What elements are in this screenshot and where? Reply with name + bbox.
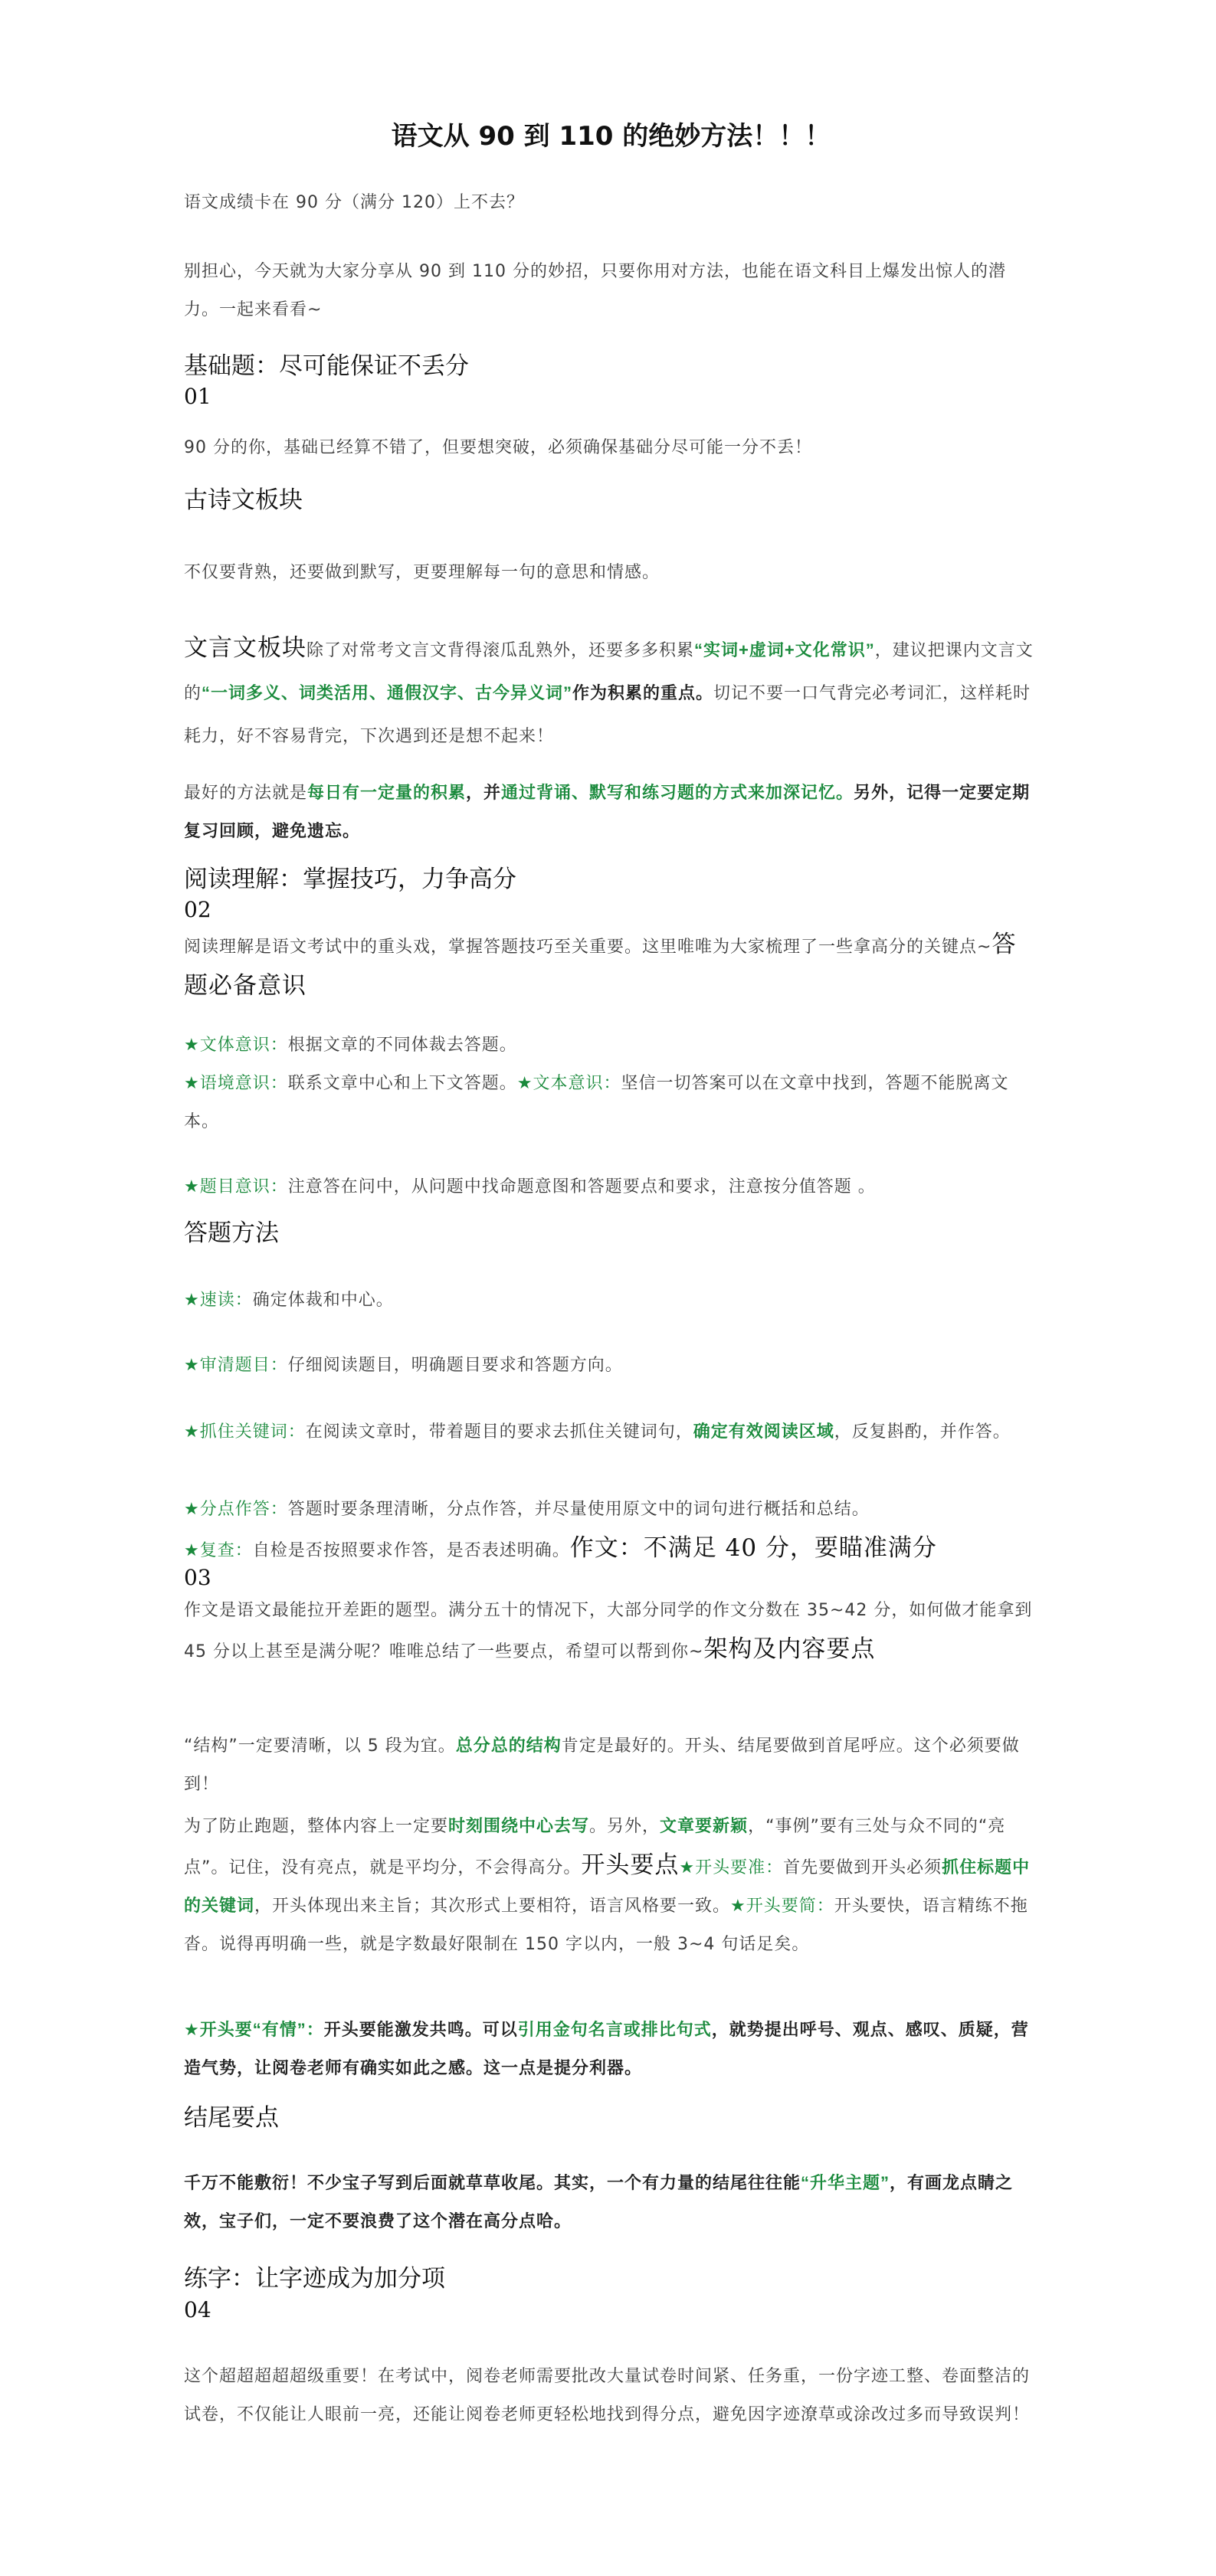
subheading-opening: 开头要点 — [581, 1851, 680, 1879]
highlight-focus-points: “一词多义、词类活用、通假汉字、古今异义词” — [202, 683, 573, 702]
content-paragraph: 为了防止跑题，整体内容上一定要时刻围绕中心去写。另外，文章要新颖，“事例”要有三处与众不同的“亮点”。记住，没有亮点，就是平均分，不会得高分。开头要点★开头要准：首先要做到开头必须抓住标题中的关键词，开头体现出来主旨；其次形式上要相符，语言风格要一致。★开头要简：开头要快，语言精练不拖沓。说得再明确一些，就是字数最好限制在 150 字以内，一般 3~4 句话足矣。 — [184, 1817, 1031, 1954]
section-4-text: 这个超超超超超级重要！在考试中，阅卷老师需要批改大量试卷时间紧、任务重，一份字迹工整、卷面整洁的试卷，不仅能让人眼前一亮，还能让阅卷老师更轻松地找到得分点，避免因字迹潦草或涂改过多而导致误判！ — [184, 2367, 1031, 2424]
subheading-structure: 架构及内容要点 — [703, 1635, 876, 1663]
highlight-daily: 每日有一定量的积累 — [307, 783, 467, 802]
section-2-heading: 阅读理解：掌握技巧，力争高分 — [184, 866, 516, 893]
structure-paragraph: “结构”一定要清晰，以 5 段为宜。总分总的结构肯定是最好的。开头、结尾要做到首尾呼应。这个必须要做到！ — [184, 1736, 1020, 1794]
subheading-ending: 结尾要点 — [184, 2104, 279, 2132]
section-1-intro: 90 分的你，基础已经算不错了，但要想突破，必须确保基础分尽可能一分不丢！ — [184, 438, 812, 457]
page-title: 语文从 90 到 110 的绝妙方法！！！ — [391, 121, 831, 152]
section-4-number: 04 — [184, 2297, 211, 2322]
best-method-paragraph: 最好的方法就是每日有一定量的积累，并通过背诵、默写和练习题的方式来加深记忆。另外，记得一定要定期复习回顾，避免遗忘。 — [184, 783, 1031, 840]
section-1-number: 01 — [184, 384, 211, 409]
awareness-genre: ★文体意识：根据文章的不同体裁去答题。 — [184, 1036, 517, 1055]
poetry-heading: 古诗文板块 — [184, 486, 303, 514]
section-2-number: 02 — [184, 897, 211, 922]
method-skim: ★速读：确定体裁和中心。 — [184, 1291, 394, 1310]
section-1-heading: 基础题：尽可能保证不丢分 — [184, 352, 469, 380]
intro-paragraph: 别担心，今天就为大家分享从 90 到 110 分的妙招，只要你用对方法，也能在语文科目上爆发出惊人的潜力。一起来看看~ — [184, 262, 1006, 319]
method-keywords: ★抓住关键词：在阅读文章时，带着题目的要求去抓住关键词句，确定有效阅读区域，反复斟酌，并作答。 — [184, 1422, 1011, 1442]
section-3-heading: 作文：不满足 40 分，要瞄准满分 — [569, 1534, 937, 1562]
opening-emotion: ★开头要“有情”：开头要能激发共鸣。可以引用金句名言或排比句式，就势提出呼号、观点、感叹、质疑，营造气势，让阅卷老师有确实如此之感。这一点是提分利器。 — [184, 2020, 1029, 2077]
subheading-methods: 答题方法 — [184, 1219, 279, 1247]
section-3-number: 03 — [184, 1565, 211, 1590]
awareness-context: ★语境意识：联系文章中心和上下文答题。★文本意识：坚信一切答案可以在文章中找到，答题不能脱离文本。 — [184, 1074, 1009, 1131]
classical-heading: 文言文板块 — [184, 634, 306, 662]
highlight-memorize: 通过背诵、默写和练习题的方式来加深记忆。 — [501, 783, 854, 802]
ending-paragraph: 千万不能敷衍！不少宝子写到后面就草草收尾。其实，一个有力量的结尾往往能“升华主题”，有画龙点睛之效，宝子们，一定不要浪费了这个潜在高分点哈。 — [184, 2173, 1014, 2231]
method-review: ★复查：自检是否按照要求作答，是否表述明确。作文：不满足 40 分，要瞄准满分 — [184, 1534, 937, 1562]
method-read-question: ★审清题目：仔细阅读题目，明确题目要求和答题方向。 — [184, 1356, 623, 1375]
awareness-question: ★题目意识：注意答在问中，从问题中找命题意图和答题要点和要求，注意按分值答题 。 — [184, 1177, 876, 1196]
intro-question: 语文成绩卡在 90 分（满分 120）上不去？ — [184, 193, 524, 212]
subheading-awareness: 答题必备意识 — [184, 931, 1017, 1000]
highlight-key-vocab: “实词+虚词+文化常识” — [694, 640, 875, 660]
classical-paragraph: 文言文板块除了对常考文言文背得滚瓜乱熟外，还要多多积累“实词+虚词+文化常识”，建议把课内文言文的“一词多义、词类活用、通假汉字、古今异义词”作为积累的重点。切记不要一口气背完必考词汇，这样耗时耗力，好不容易背完，下次遇到还是想不起来！ — [184, 634, 1034, 745]
section-3-intro: 作文是语文最能拉开差距的题型。满分五十的情况下，大部分同学的作文分数在 35~42 分，如何做才能拿到 45 分以上甚至是满分呢？唯唯总结了一些要点，希望可以帮到你~架构及内容要点 — [184, 1601, 1033, 1663]
poetry-text: 不仅要背熟，还要做到默写，更要理解每一句的意思和情感。 — [184, 563, 660, 582]
section-4-heading: 练字：让字迹成为加分项 — [184, 2265, 445, 2293]
method-points: ★分点作答：答题时要条理清晰，分点作答，并尽量使用原文中的词句进行概括和总结。 — [184, 1500, 870, 1519]
section-2-intro: 阅读理解是语文考试中的重头戏，掌握答题技巧至关重要。这里唯唯为大家梳理了一些拿高分的关键点~答题必备意识 — [184, 931, 1017, 1000]
